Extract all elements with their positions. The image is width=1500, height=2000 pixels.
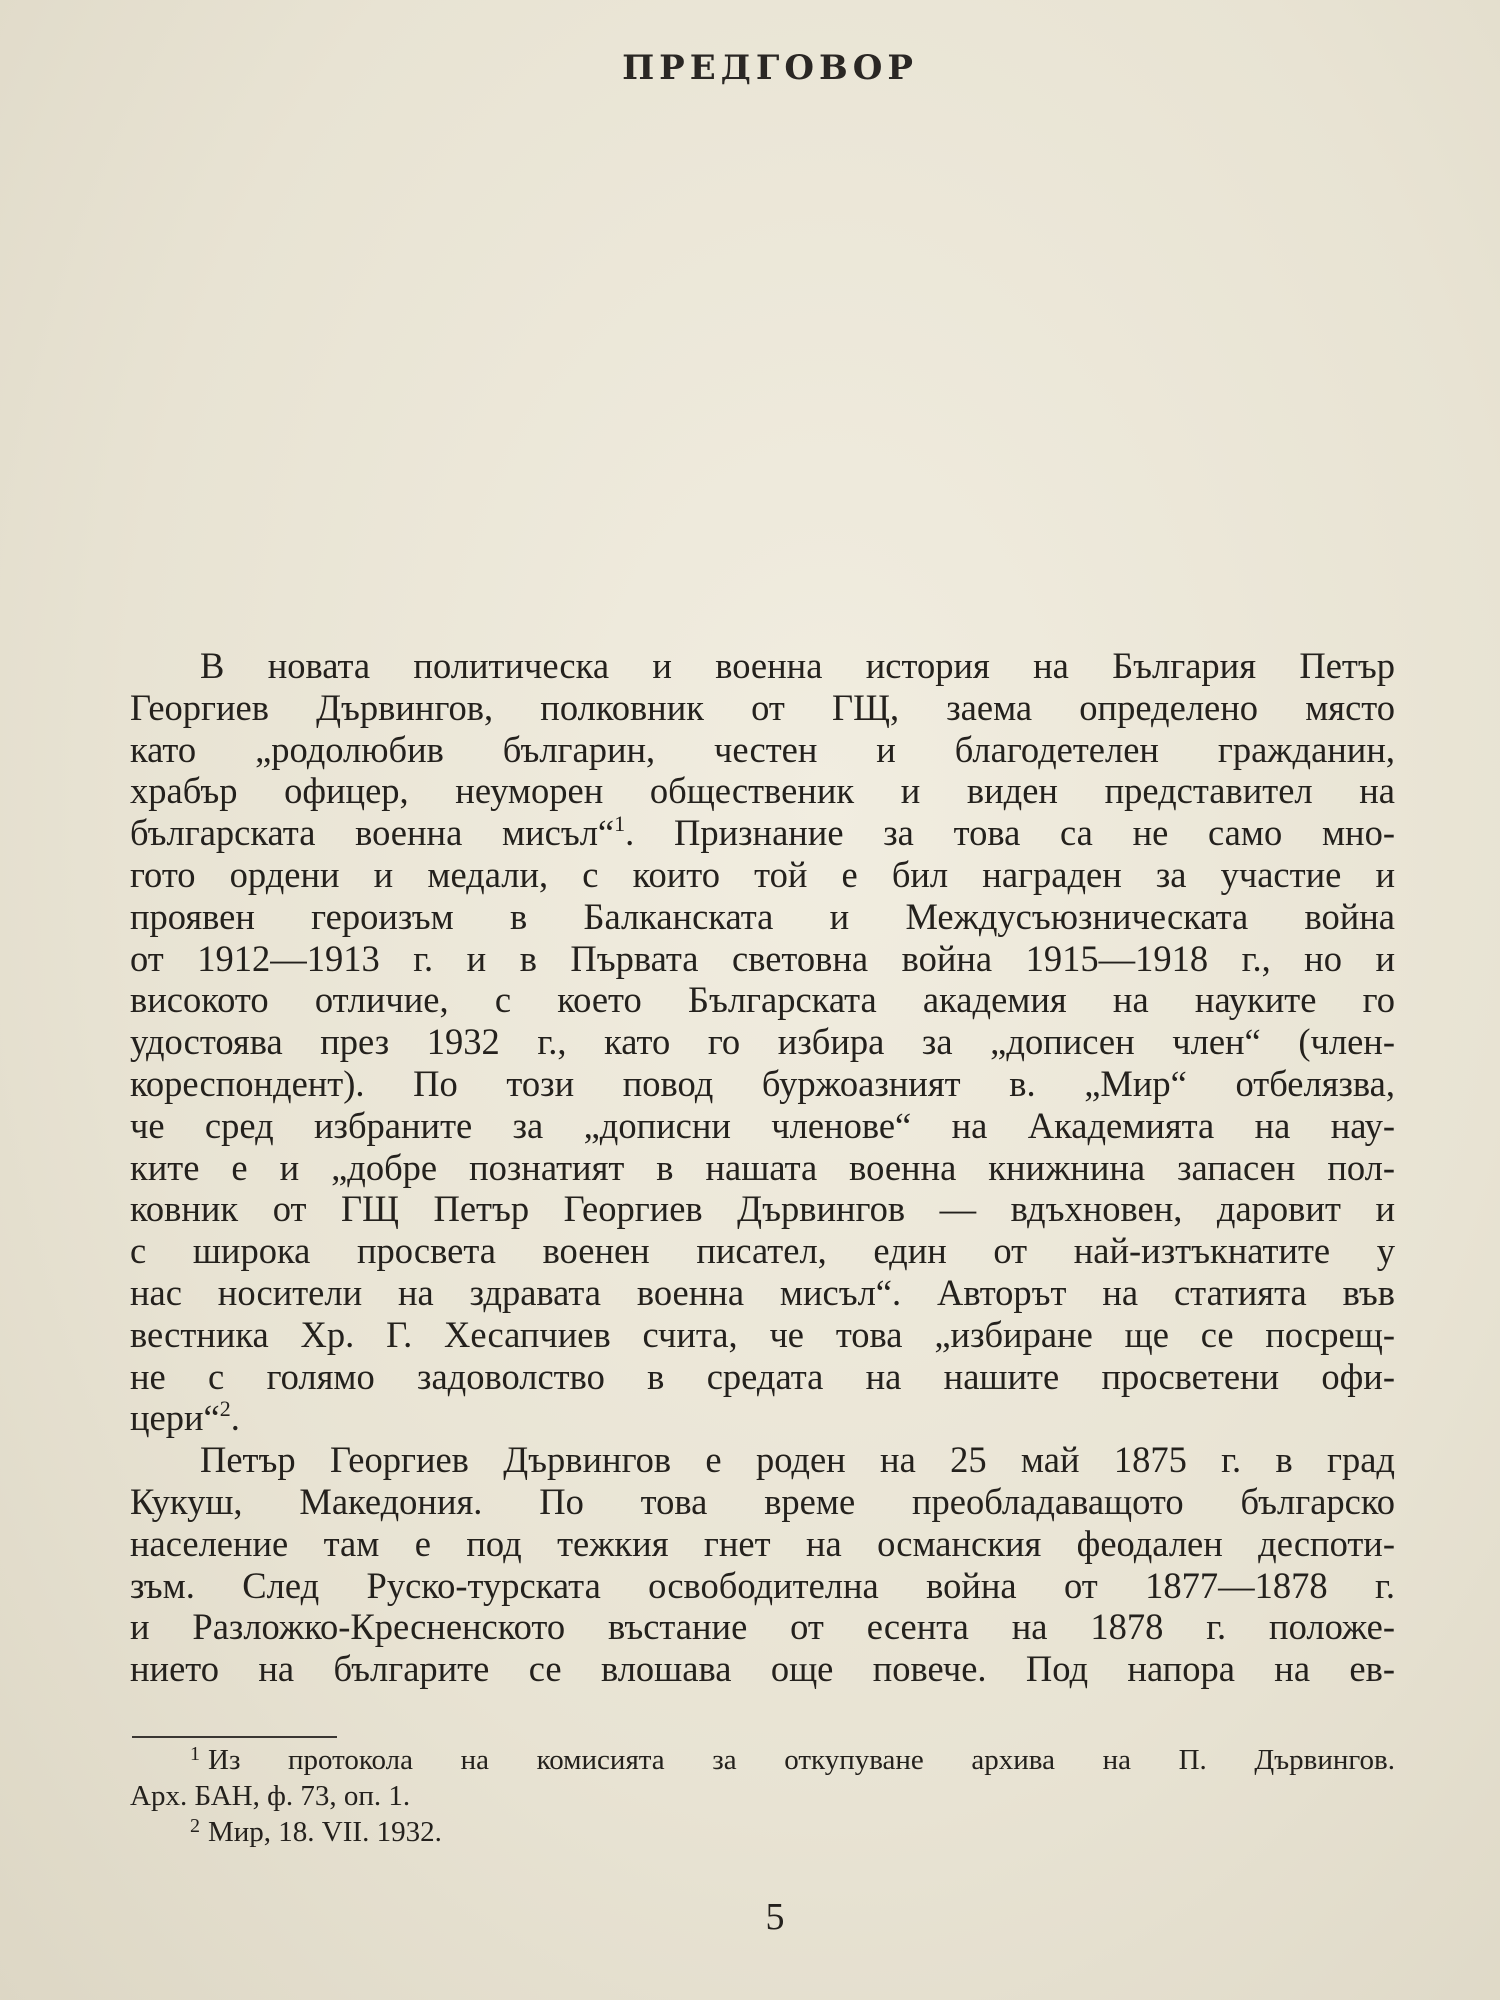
- footnote-divider: [132, 1736, 337, 1738]
- text-line: с широка просвета военен писател, един от най-изтъкнатите у: [130, 1230, 1395, 1272]
- text-segment: българската военна мисъл“: [130, 812, 615, 854]
- text-line: вестника Хр. Г. Хесапчиев счита, че това „избиране ще се посрещ-: [130, 1313, 1395, 1355]
- text-segment: . Признание за това са не само мно-: [625, 812, 1395, 854]
- footnote-item: [130, 1814, 1395, 1850]
- page-heading: ПРЕДГОВОР: [622, 48, 918, 88]
- text-line: удостоява през 1932 г., като го избира за „дописен член“ (член-: [130, 1021, 1395, 1063]
- text-line: нието на българите се влошава още повече. Под напора на ев-: [130, 1648, 1395, 1690]
- text-line: Георгиев Дървингов, полковник от ГЩ, заема определено място: [130, 686, 1395, 728]
- footnote-item: [130, 1742, 1395, 1778]
- text-line: и Разложко-Кресненското въстание от есента на 1878 г. положе-: [130, 1606, 1395, 1648]
- text-line: кореспондент). По този повод буржоазният в. „Мир“ отбелязва,: [130, 1062, 1395, 1104]
- text-line: храбър офицер, неуморен общественик и виден представител на: [130, 770, 1395, 812]
- footnote-text: Из протокола на комисията за откупуване архива на П. Дървингов.: [208, 1744, 1395, 1776]
- text-line: проявен героизъм в Балканската и Междусъюзническата война: [130, 895, 1395, 937]
- text-line: високото отличие, с което Българската академия на науките го: [130, 979, 1395, 1021]
- text-line: гото ордени и медали, с които той е бил награден за участие и: [130, 853, 1395, 895]
- text-line: Петър Георгиев Дървингов е роден на 25 май 1875 г. в град: [200, 1439, 1395, 1481]
- text-line: Кукуш, Македония. По това време преобладаващото българско: [130, 1480, 1395, 1522]
- page-number: 5: [765, 1896, 785, 1938]
- footnotes: [130, 1742, 1395, 1850]
- text-segment: цери“: [130, 1397, 220, 1439]
- text-line: [130, 812, 1395, 854]
- text-line: че сред избраните за „дописни членове“ на Академията на нау-: [130, 1104, 1395, 1146]
- text-line: население там е под тежкия гнет на османския феодален деспоти-: [130, 1522, 1395, 1564]
- text-line: зъм. След Руско-турската освободителна война от 1877—1878 г.: [130, 1564, 1395, 1606]
- text-line: В новата политическа и военна история на България Петър: [200, 645, 1395, 686]
- text-segment: .: [230, 1397, 240, 1439]
- text-line: ковник от ГЩ Петър Георгиев Дървингов — вдъхновен, даровит и: [130, 1188, 1395, 1230]
- footnote-text: Мир, 18. VII. 1932.: [208, 1816, 442, 1848]
- text-line: от 1912—1913 г. и в Първата световна война 1915—1918 г., но и: [130, 937, 1395, 979]
- footnote-continuation: Арх. БАН, ф. 73, оп. 1.: [130, 1780, 411, 1812]
- text-line: ките е и „добре познатият в нашата военна книжнина запасен пол-: [130, 1146, 1395, 1188]
- body-text: [130, 645, 1395, 1690]
- text-line: не с голямо задоволство в средата на нашите просветени офи-: [130, 1355, 1395, 1397]
- text-line: нас носители на здравата военна мисъл“. Авторът на статията във: [130, 1271, 1395, 1313]
- footnote-number: 1: [190, 1743, 200, 1765]
- footnote-number: 2: [190, 1815, 200, 1837]
- text-line: като „родолюбив българин, честен и благодетелен гражданин,: [130, 728, 1395, 770]
- footnote-ref: 1: [614, 812, 626, 837]
- footnote-ref: 2: [219, 1397, 231, 1422]
- text-line: [130, 1397, 1395, 1439]
